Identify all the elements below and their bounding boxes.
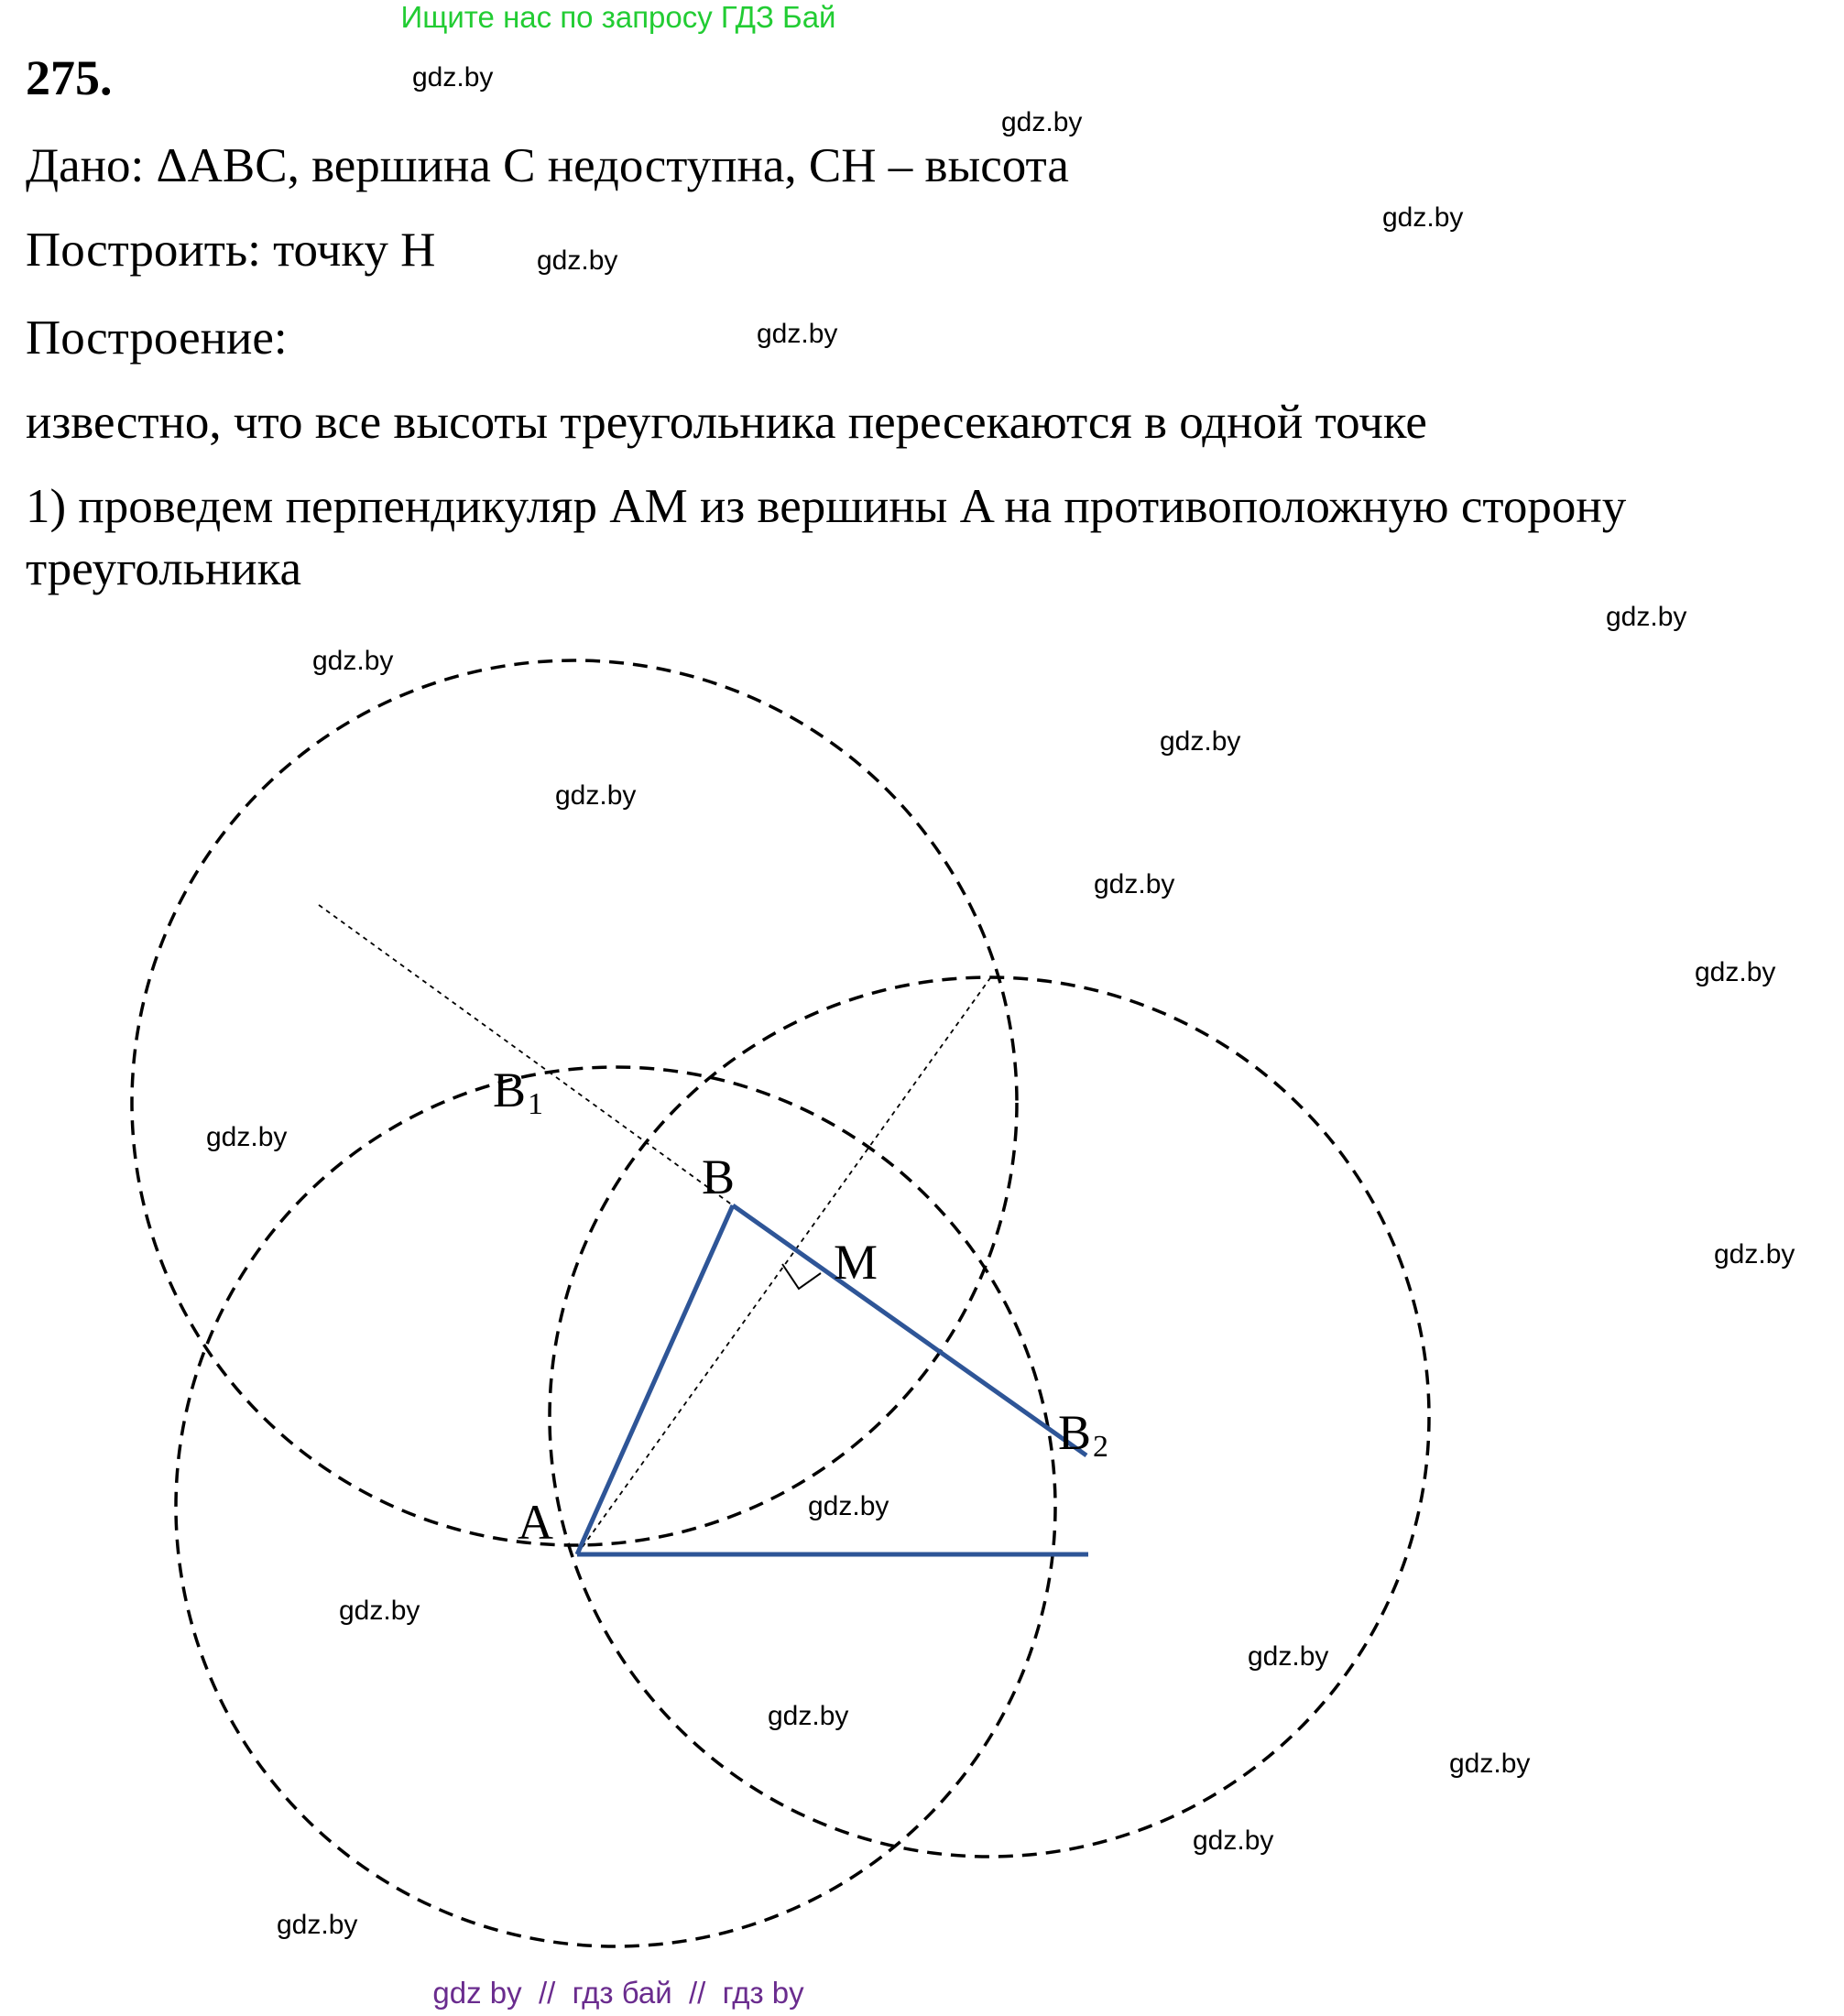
footer-watermark: gdz by // гдз бай // гдз by [432,1976,804,2010]
construction-heading: Построение: [26,311,288,365]
watermark: gdz.by [768,1701,849,1731]
promo-banner: Ищите нас по запросу ГДЗ Бай [400,0,836,34]
watermark: gdz.by [1382,202,1464,233]
watermark: gdz.by [312,646,394,676]
watermark: gdz.by [757,319,838,349]
watermark: gdz.by [1248,1641,1329,1672]
watermark: gdz.by [555,780,637,811]
watermark: gdz.by [1606,602,1687,632]
watermark: gdz.by [1001,107,1083,137]
watermark: gdz.by [1695,957,1776,987]
watermark: gdz.by [1449,1749,1531,1779]
given-line: Дано: ΔABC, вершина C недоступна, CH – высота [26,139,1069,192]
label-a: A [518,1495,553,1550]
watermark: gdz.by [537,245,618,276]
known-fact-line: известно, что все высоты треугольника пересекаются в одной точке [26,396,1427,449]
step-1-continuation: треугольника [26,542,302,595]
label-b1-subscript: 1 [528,1087,543,1121]
label-m: M [834,1235,878,1290]
watermark: gdz.by [206,1122,288,1152]
watermark: gdz.by [412,62,494,93]
label-b2: B [1058,1405,1092,1460]
perpendicular-line-am [577,975,992,1554]
extension-line-b1 [319,905,736,1205]
label-b1: B [493,1062,527,1117]
side-bb2 [733,1205,1086,1455]
step-1-line: 1) проведем перпендикуляр AM из вершины A на противоположную сторону [26,480,1627,533]
label-b2-subscript: 2 [1093,1430,1108,1464]
watermark: gdz.by [1193,1825,1274,1856]
watermark: gdz.by [808,1491,889,1521]
watermark: gdz.by [339,1596,420,1626]
circle-lower-left [176,1067,1055,1946]
watermark: gdz.by [1160,726,1241,757]
task-line: Построить: точку H [26,223,436,277]
watermark: gdz.by [1714,1239,1795,1270]
watermark: gdz.by [1094,869,1175,899]
label-b: B [702,1150,736,1204]
circle-right [550,977,1429,1857]
right-angle-mark [782,1264,821,1289]
problem-number: 275. [26,50,113,105]
watermark: gdz.by [277,1910,358,1940]
side-ab [577,1205,733,1554]
